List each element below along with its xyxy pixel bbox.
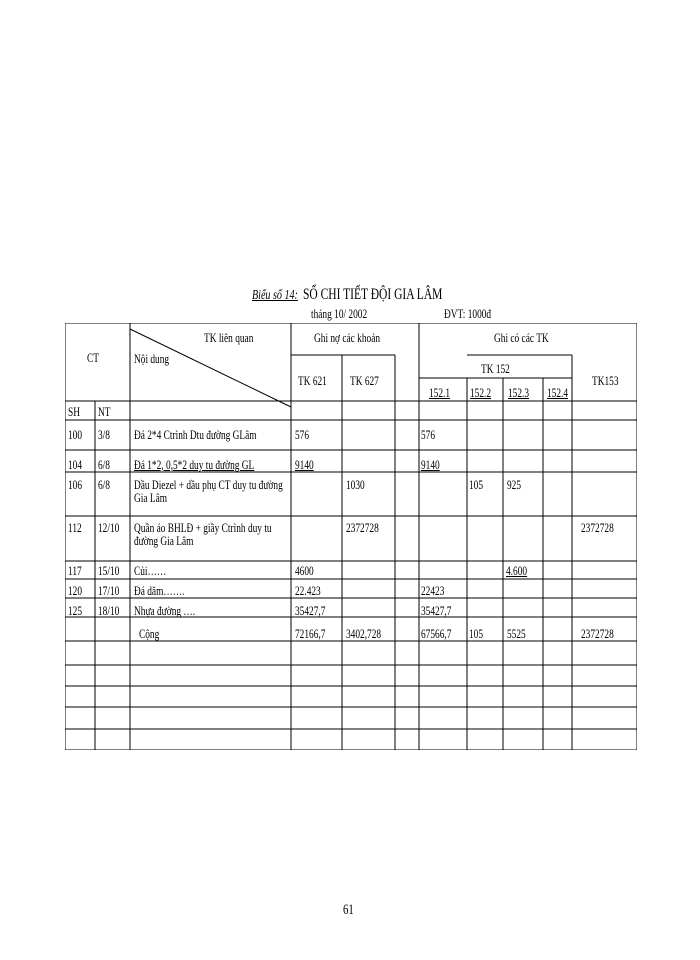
table-cell-nt: 3/8	[98, 427, 110, 442]
table-cell-tk621: 576	[295, 427, 310, 442]
table-cell-content: Đá dăm…….	[134, 583, 185, 598]
total-label: Cộng	[139, 626, 160, 641]
page-number: 61	[343, 902, 354, 918]
document-title: SỔ CHI TIẾT ĐỘI GIA LÂM	[303, 286, 443, 303]
table-cell-nt: 12/10	[98, 520, 120, 535]
table-cell-nt: 6/8	[98, 457, 110, 472]
header-152-4: 152.4	[547, 385, 569, 400]
table-cell-content: Đá 1*2, 0,5*2 duy tu đường GL	[134, 457, 255, 472]
table-cell-sh: 125	[68, 603, 83, 618]
header-tk152: TK 152	[481, 361, 510, 376]
table-cell-content: Dầu Diezel + dầu phụ CT duy tu đường Gia Lâm	[134, 477, 283, 505]
table-cell-sh: 106	[68, 477, 83, 492]
header-tk621: TK 621	[298, 373, 327, 388]
table-cell-sh: 120	[68, 583, 83, 598]
table-cell-content: Củi……	[134, 563, 167, 578]
table-cell-sh: 100	[68, 427, 83, 442]
table-cell-content: Quần áo BHLĐ + giầy Ctrình duy tu đường Gia Lâm	[134, 520, 272, 548]
table-cell-tk621: 22.423	[295, 583, 321, 598]
header-ghi-co: Ghi có các TK	[494, 330, 549, 345]
table-cell-nt: 6/8	[98, 477, 110, 492]
table-cell-sh: 104	[68, 457, 83, 472]
table-cell-nt: 17/10	[98, 583, 120, 598]
table-cell-152-3: 925	[507, 477, 522, 492]
total-tk627: 3402,728	[346, 626, 382, 641]
table-cell-152-1: 576	[421, 427, 436, 442]
table-cell-content: Nhựa đường ….	[134, 603, 196, 618]
table-cell-nt: 15/10	[98, 563, 120, 578]
header-152-1: 152.1	[429, 385, 451, 400]
table-cell-sh: 117	[68, 563, 82, 578]
header-ghi-no: Ghi nợ các khoản	[314, 330, 381, 345]
header-tk627: TK 627	[350, 373, 379, 388]
header-tk153: TK153	[592, 373, 619, 388]
table-cell-tk621: 35427,7	[295, 603, 326, 618]
total-152-1: 67566,7	[421, 626, 452, 641]
document-unit: ĐVT: 1000đ	[444, 306, 492, 321]
header-ct: CT	[87, 350, 99, 365]
table-cell-152-3: 4.600	[506, 563, 528, 578]
table-cell-tk621: 9140	[295, 457, 314, 472]
table-cell-tk627: 1030	[346, 477, 365, 492]
header-tk-lien-quan: TK liên quan	[204, 330, 254, 345]
table-cell-sh: 112	[68, 520, 82, 535]
total-152-2: 105	[469, 626, 484, 641]
table-cell-tk627: 2372728	[346, 520, 379, 535]
document-label: Biểu số 14:	[252, 288, 298, 303]
table-cell-152-1: 9140	[421, 457, 440, 472]
table-cell-content: Đá 2*4 Ctrình Dtu đường GLâm	[134, 427, 257, 442]
total-tk153: 2372728	[581, 626, 614, 641]
table-cell-nt: 18/10	[98, 603, 120, 618]
total-tk621: 72166,7	[295, 626, 326, 641]
table-cell-152-2: 105	[469, 477, 484, 492]
total-152-3: 5525	[507, 626, 526, 641]
header-152-2: 152.2	[470, 385, 492, 400]
document-month: tháng 10/ 2002	[311, 306, 368, 321]
header-152-3: 152.3	[508, 385, 530, 400]
table-cell-tk153: 2372728	[581, 520, 614, 535]
header-noi-dung: Nội dung	[134, 351, 170, 366]
table-cell-152-1: 22423	[421, 583, 445, 598]
header-nt: NT	[98, 404, 111, 419]
table-cell-152-1: 35427,7	[421, 603, 452, 618]
table-cell-tk621: 4600	[295, 563, 314, 578]
header-sh: SH	[68, 404, 80, 419]
